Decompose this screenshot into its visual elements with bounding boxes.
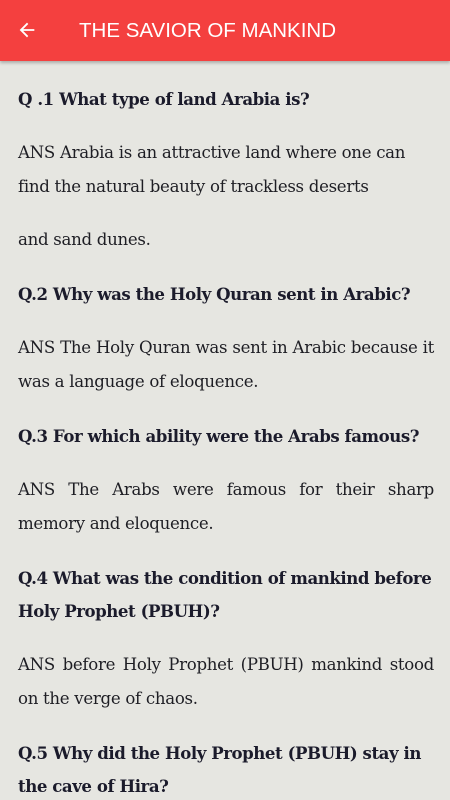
answer-4: ANS before Holy Prophet (PBUH) mankind stood on the verge of chaos.	[18, 655, 434, 708]
answer-2: ANS The Holy Quran was sent in Arabic because it was a language of eloquence.	[18, 338, 434, 391]
page-title: THE SAVIOR OF MANKIND	[79, 19, 337, 42]
question-3: Q.3 For which ability were the Arabs famous?	[18, 426, 420, 446]
question-5: Q.5 Why did the Holy Prophet (PBUH) stay in	[18, 743, 421, 763]
arrow-back-icon	[16, 19, 38, 41]
app-bar	[0, 0, 450, 61]
question-4: Q.4 What was the condition of mankind before	[18, 568, 432, 588]
question-4-continued: Holy Prophet (PBUH)?	[18, 601, 220, 621]
question-1: Q .1 What type of land Arabia is?	[18, 89, 310, 109]
question-5-continued: the cave of Hira?	[18, 776, 169, 796]
qa-content[interactable]	[0, 61, 450, 800]
back-button[interactable]	[6, 9, 48, 51]
answer-1-continued: and sand dunes.	[18, 230, 151, 249]
answer-3: ANS The Arabs were famous for their sharp memory and eloquence.	[18, 480, 434, 533]
question-2: Q.2 Why was the Holy Quran sent in Arabic?	[18, 284, 411, 304]
answer-1: ANS Arabia is an attractive land where one can find the natural beauty of trackless deserts	[18, 143, 406, 196]
